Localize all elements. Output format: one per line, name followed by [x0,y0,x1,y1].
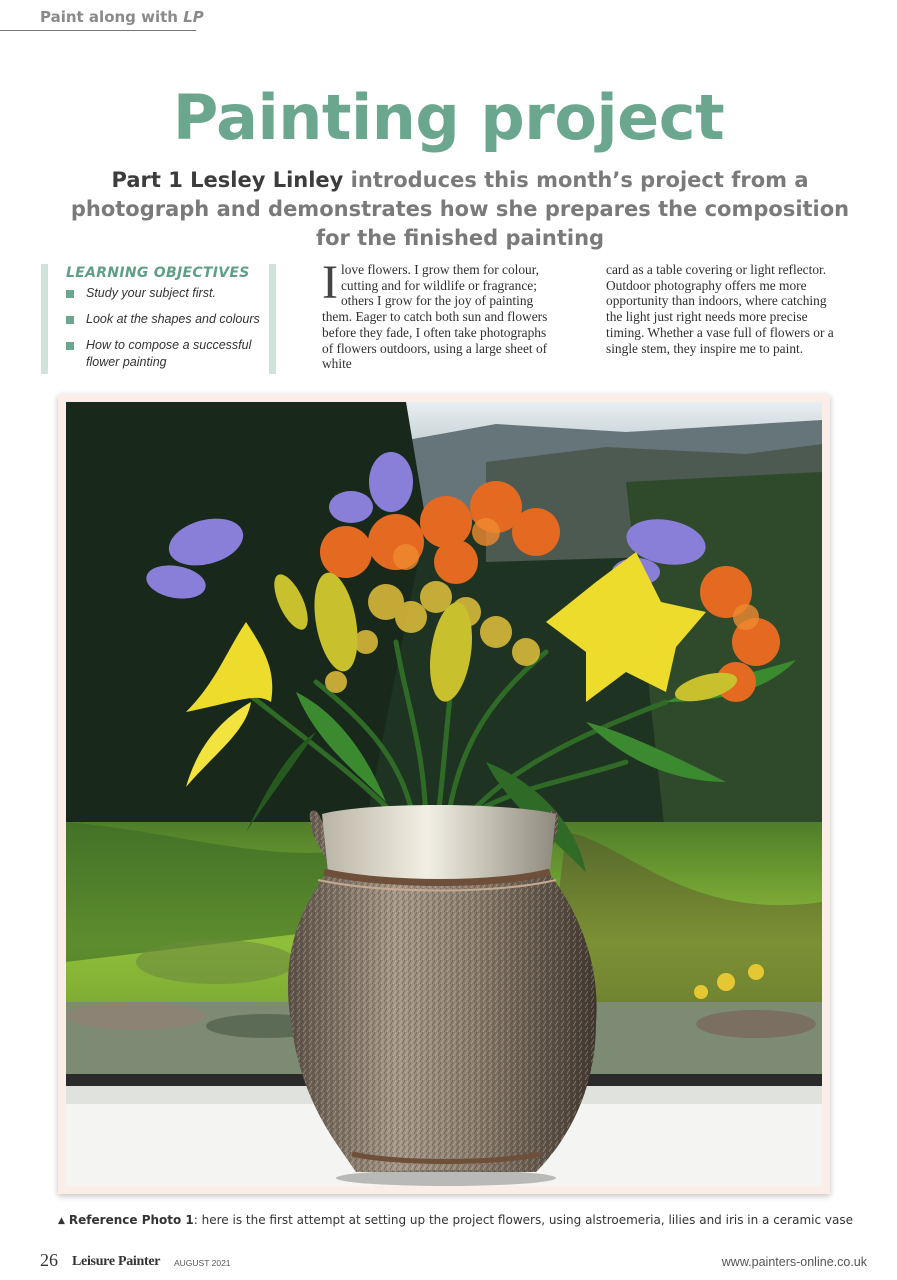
photo-caption [58,1213,858,1227]
standfirst [60,166,860,253]
body-column-2: card as a table covering or light reflector. Outdoor photography offers me more opportunity than indoors, where catching the light just right needs more precise timing. Whether a vase full of flowers or a single stem, they inspire me to paint. [606,262,834,356]
standfirst-author: Part 1 Lesley Linley [111,168,344,192]
caption-label: Reference Photo 1 [68,1213,194,1227]
reference-photo-image [66,402,822,1186]
objective-item: How to compose a successful flower painting [66,337,263,371]
standfirst-text: introduces this month’s project from a photograph and demonstrates how she prepares the composition for the finished painting [70,168,850,250]
caption-text: : here is the first attempt at setting up the project flowers, using alstroemeria, lilies and iris in a ceramic vase [193,1213,853,1227]
caption-triangle-icon: ▲ [58,1216,65,1226]
objective-item: Study your subject first. [66,285,263,302]
body-column-1 [322,256,558,372]
website-url: www.painters-online.co.uk [721,1255,867,1269]
page-title: Painting project [172,81,725,154]
objectives-list [66,285,263,371]
body-text-1: love flowers. I grow them for colour, cutting and for wildlife or fragrance; others I grow for the joy of painting them. Eager to catch both sun and flowers before they fade, I often take photographs of flowers outdoors, using a large sheet of white [322,262,548,372]
objectives-heading: LEARNING OBJECTIVES [66,265,250,281]
page-number: 26 [40,1250,58,1270]
magazine-name: Leisure Painter [72,1254,161,1269]
drop-cap: I [322,256,338,309]
running-head: Paint along with LP [0,8,196,31]
learning-objectives-box [41,264,276,374]
reference-photo [58,394,830,1194]
issue-date: AUGUST 2021 [174,1258,231,1268]
objective-item: Look at the shapes and colours [66,311,263,328]
